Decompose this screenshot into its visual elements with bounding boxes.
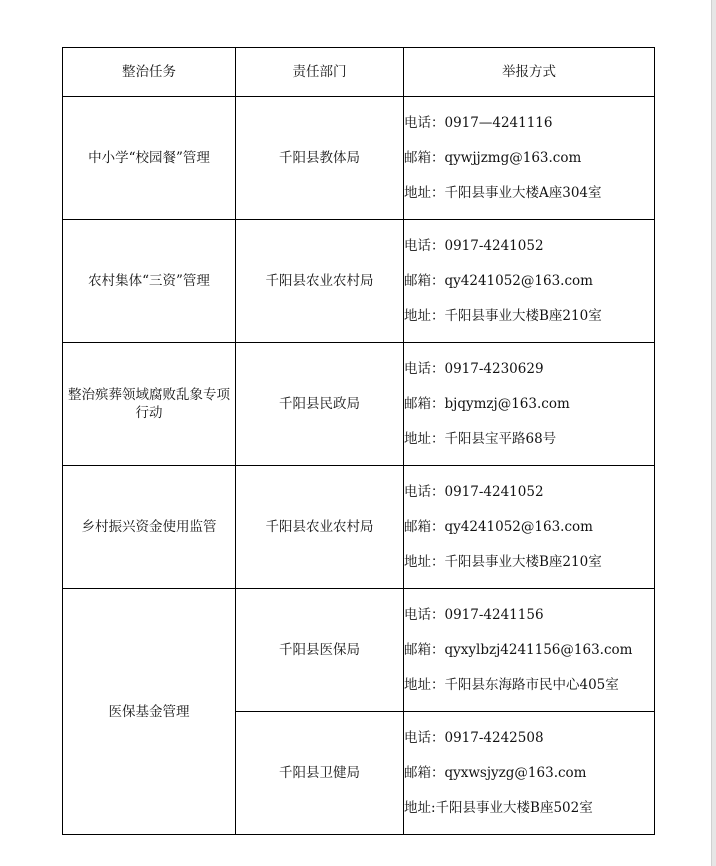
contact-cell [404,97,655,220]
address-text: 地址：千阳县事业大楼A座304室 [404,184,602,201]
header-contact: 举报方式 [404,48,655,97]
address-text: 地址:千阳县事业大楼B座502室 [404,799,593,816]
header-task: 整治任务 [63,48,236,97]
email-text: 邮箱：bjqymzj@163.com [404,395,570,412]
department-cell: 千阳县医保局 [236,589,404,712]
email-text: 邮箱：qyxylbzj4241156@163.com [404,641,633,658]
phone-text: 电话：0917-4241156 [404,606,544,623]
phone-text: 电话：0917-4242508 [404,729,544,746]
contact-cell [404,712,655,835]
address-text: 地址：千阳县事业大楼B座210室 [404,307,602,324]
contact-cell [404,343,655,466]
contact-cell [404,589,655,712]
table-row [63,343,655,466]
email-text: 邮箱：qywjjzmg@163.com [404,149,582,166]
table-row [63,97,655,220]
department-cell: 千阳县民政局 [236,343,404,466]
table-header-row [63,48,655,97]
table-row [63,466,655,589]
email-text: 邮箱：qy4241052@163.com [404,272,593,289]
email-text: 邮箱：qyxwsjyzg@163.com [404,764,587,781]
contact-cell [404,220,655,343]
phone-text: 电话：0917-4241052 [404,237,544,254]
table-row [63,220,655,343]
address-text: 地址：千阳县宝平路68号 [404,430,557,447]
task-cell: 农村集体“三资”管理 [63,220,236,343]
department-cell: 千阳县卫健局 [236,712,404,835]
phone-text: 电话：0917-4230629 [404,360,544,377]
task-cell: 医保基金管理 [63,589,236,835]
department-cell: 千阳县教体局 [236,97,404,220]
phone-text: 电话：0917-4241052 [404,483,544,500]
phone-text: 电话：0917—4241116 [404,114,553,131]
report-table [62,47,655,835]
department-cell: 千阳县农业农村局 [236,466,404,589]
table-row [63,589,655,712]
page-edge [711,0,716,866]
task-cell: 整治殡葬领域腐败乱象专项行动 [63,343,236,466]
header-department: 责任部门 [236,48,404,97]
email-text: 邮箱：qy4241052@163.com [404,518,593,535]
department-cell: 千阳县农业农村局 [236,220,404,343]
task-cell: 中小学“校园餐”管理 [63,97,236,220]
contact-cell [404,466,655,589]
task-cell: 乡村振兴资金使用监管 [63,466,236,589]
address-text: 地址：千阳县事业大楼B座210室 [404,553,602,570]
address-text: 地址：千阳县东海路市民中心405室 [404,676,619,693]
